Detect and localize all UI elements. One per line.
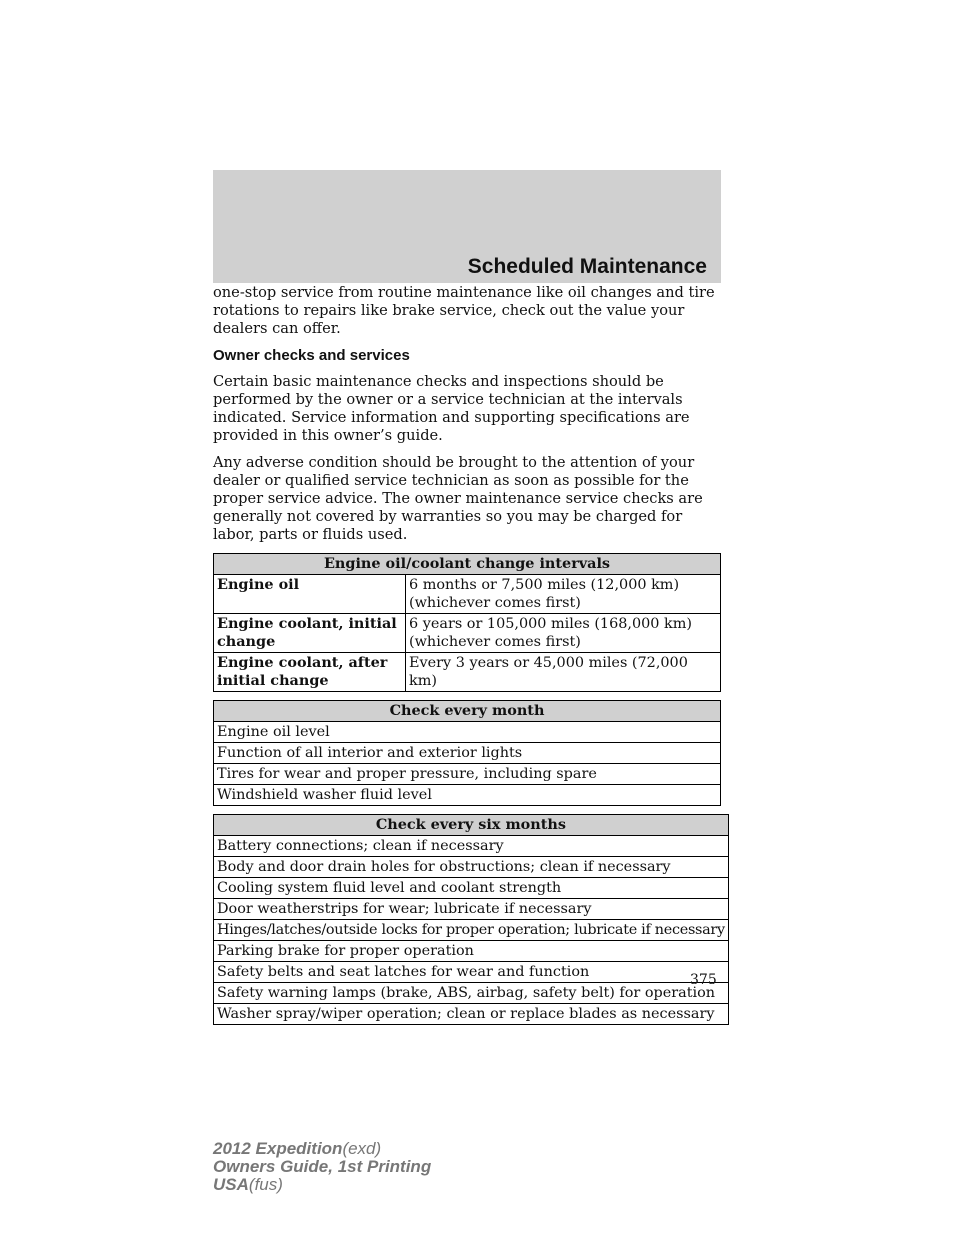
- check-item: Windshield washer fluid level: [214, 785, 721, 806]
- footer-model-code: (exd): [342, 1139, 382, 1158]
- interval-label: Engine coolant, after initial change: [214, 653, 406, 692]
- check-item: Safety belts and seat latches for wear and function: [214, 962, 729, 983]
- table-row: [214, 983, 729, 1004]
- monthly-checks-table: [213, 700, 721, 806]
- check-item: Battery connections; clean if necessary: [214, 836, 729, 857]
- check-item: Body and door drain holes for obstructions; clean if necessary: [214, 857, 729, 878]
- section-title: Scheduled Maintenance: [467, 255, 707, 278]
- owner-checks-paragraph-2: Any adverse condition should be brought to the attention of your dealer or qualified service technician as soon as possible for the proper service advice. The owner maintenance service checks are generally not covered by warranties so you may be charged for labor, parts or fluids used.: [213, 454, 703, 543]
- check-item: Tires for wear and proper pressure, including spare: [214, 764, 721, 785]
- interval-value-line: 6 years or 105,000 miles (168,000 km): [409, 616, 692, 632]
- six-month-checks-table: [213, 814, 729, 1025]
- check-item: Door weatherstrips for wear; lubricate if necessary: [214, 899, 729, 920]
- intro-paragraph: one-stop service from routine maintenance like oil changes and tire rotations to repairs like brake service, check out the value your dealers can offer.: [213, 284, 715, 337]
- owner-checks-paragraph-1: Certain basic maintenance checks and inspections should be performed by the owner or a service technician at the intervals indicated. Service information and supporting specifications are provided in this owner’s guide.: [213, 373, 690, 444]
- check-item: Parking brake for proper operation: [214, 941, 729, 962]
- table-row: [214, 962, 729, 983]
- table-row: [214, 899, 729, 920]
- monthly-table-title: Check every month: [214, 701, 721, 722]
- table-row: [214, 941, 729, 962]
- page-number: 375: [690, 972, 717, 988]
- table-row: [214, 575, 721, 614]
- six-month-table-title: Check every six months: [214, 815, 729, 836]
- table-row: [214, 764, 721, 785]
- interval-value-line: (whichever comes first): [409, 634, 581, 650]
- check-item: Hinges/latches/outside locks for proper operation; lubricate if necessary: [214, 920, 729, 941]
- check-item: Safety warning lamps (brake, ABS, airbag, safety belt) for operation: [214, 983, 729, 1004]
- footer-model: 2012 Expedition: [213, 1139, 343, 1158]
- interval-label: Engine oil: [214, 575, 406, 614]
- section-header-band: [213, 170, 721, 283]
- check-item: Cooling system fluid level and coolant strength: [214, 878, 729, 899]
- intervals-table-header-row: [214, 554, 721, 575]
- footer-line-2: [213, 1158, 431, 1176]
- print-footer: [213, 1140, 431, 1194]
- table-row: [214, 785, 721, 806]
- interval-value: [406, 653, 721, 692]
- table-row: [214, 614, 721, 653]
- footer-line-1: [213, 1140, 431, 1158]
- footer-edition: Owners Guide, 1st Printing: [213, 1157, 432, 1176]
- owner-checks-heading: Owner checks and services: [213, 347, 410, 364]
- footer-market: USA: [213, 1175, 249, 1194]
- footer-market-code: (fus): [248, 1175, 283, 1194]
- monthly-table-header-row: [214, 701, 721, 722]
- interval-value-line: Every 3 years or 45,000 miles (72,000 km): [409, 655, 688, 689]
- interval-value-line: 6 months or 7,500 miles (12,000 km): [409, 577, 680, 593]
- interval-value: [406, 614, 721, 653]
- table-row: [214, 878, 729, 899]
- interval-value-line: (whichever comes first): [409, 595, 581, 611]
- table-row: [214, 836, 729, 857]
- table-row: [214, 722, 721, 743]
- table-row: [214, 857, 729, 878]
- check-item: Function of all interior and exterior lights: [214, 743, 721, 764]
- intervals-table-title: Engine oil/coolant change intervals: [214, 554, 721, 575]
- interval-label: Engine coolant, initial change: [214, 614, 406, 653]
- footer-line-3: [213, 1176, 431, 1194]
- table-row: [214, 920, 729, 941]
- six-month-table-header-row: [214, 815, 729, 836]
- table-row: [214, 653, 721, 692]
- table-row: [214, 743, 721, 764]
- intervals-table: [213, 553, 721, 692]
- page-content: [213, 284, 725, 1033]
- interval-value: [406, 575, 721, 614]
- table-row: [214, 1004, 729, 1025]
- check-item: Engine oil level: [214, 722, 721, 743]
- check-item: Washer spray/wiper operation; clean or replace blades as necessary: [214, 1004, 729, 1025]
